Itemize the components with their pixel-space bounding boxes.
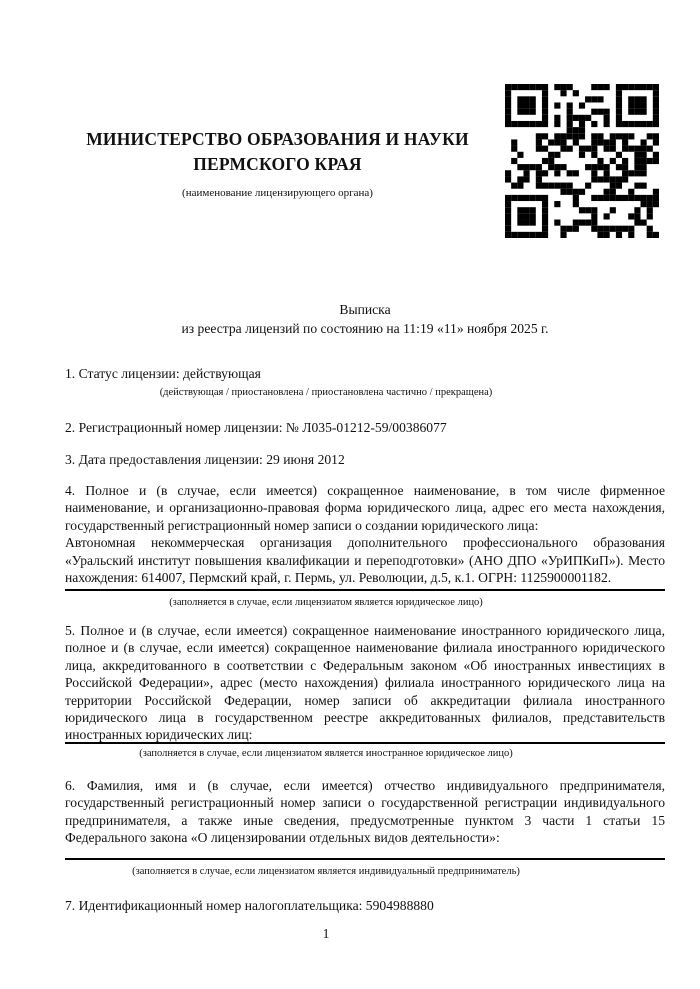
item-1-caption: (действующая / приостановлена / приостановлена частично / прекращена) (159, 387, 493, 398)
item-6-signature-line (65, 858, 665, 860)
item-7-taxpayer-id: 7. Идентификационный номер налогоплательщика: 5904988880 (65, 898, 434, 913)
authority-name: МИНИСТЕРСТВО ОБРАЗОВАНИЯ И НАУКИ ПЕРМСКОГО КРАЯ (86, 129, 469, 174)
item-5-signature-line (65, 742, 665, 744)
qr-code-icon (505, 84, 659, 238)
item-5-caption: (заполняется в случае, если лицензиатом является иностранное юридическое лицо) (139, 748, 513, 759)
item-4-label: 4. Полное и (в случае, если имеется) сокращенное наименование, в том числе фирменное наименование, и организационно-правовая форма юридического лица, адрес его места нахождения, государственный регистрационный номер записи о создании юридического лица: (65, 483, 665, 533)
document-title (65, 301, 665, 338)
item-6-caption: (заполняется в случае, если лицензиатом является индивидуальный предприниматель) (132, 866, 520, 877)
item-4-legal-entity (65, 482, 665, 586)
authority-name-caption: (наименование лицензирующего органа) (182, 187, 373, 199)
item-6-individual-entrepreneur: 6. Фамилия, имя и (в случае, если имеется) отчество индивидуального предпринимателя, государственный регистрационный номер записи о государственной регистрации индивидуального предпринимателя, а также иные сведения, предусмотренные пунктом 3 части 1 статьи 15 Федерального закона «О лицензировании отдельных видов деятельности»: (65, 778, 665, 846)
document-title-line1: Выписка (339, 302, 391, 317)
item-4-caption: (заполняется в случае, если лицензиатом является юридическое лицо) (169, 597, 483, 608)
page-number: 1 (322, 926, 330, 941)
item-1-license-status: 1. Статус лицензии: действующая (65, 366, 261, 381)
document-title-line2: из реестра лицензий по состоянию на 11:19 «11» ноября 2025 г. (181, 320, 549, 336)
item-5-foreign-entity: 5. Полное и (в случае, если имеется) сокращенное наименование иностранного юридического лица, полное и (в случае, если имеется) сокращенное наименование филиала иностранного юридического лица, аккредитованного в соответствии с Федеральным законом «Об иностранных инвестициях в Российской Федерации», адрес (место нахождения) филиала иностранного юридического лица на территории Российской Федерации, номер записи об аккредитации филиала иностранного юридического лица в государственном реестре аккредитованных филиалов, представительств иностранных юридических лиц: (65, 623, 665, 743)
item-4-signature-line (65, 589, 665, 591)
item-2-registration-number: 2. Регистрационный номер лицензии: № Л035-01212-59/00386077 (65, 420, 447, 435)
item-4-value: Автономная некоммерческая организация дополнительного профессионального образования «Уральский институт повышения квалификации и переподготовки» (АНО ДПО «УрИПКиП»). Место нахождения: 614007, Пермский край, г. Пермь, ул. Революции, д.5, к.1. ОГРН: 1125900001182. (65, 535, 665, 586)
item-3-grant-date: 3. Дата предоставления лицензии: 29 июня 2012 (65, 452, 345, 467)
